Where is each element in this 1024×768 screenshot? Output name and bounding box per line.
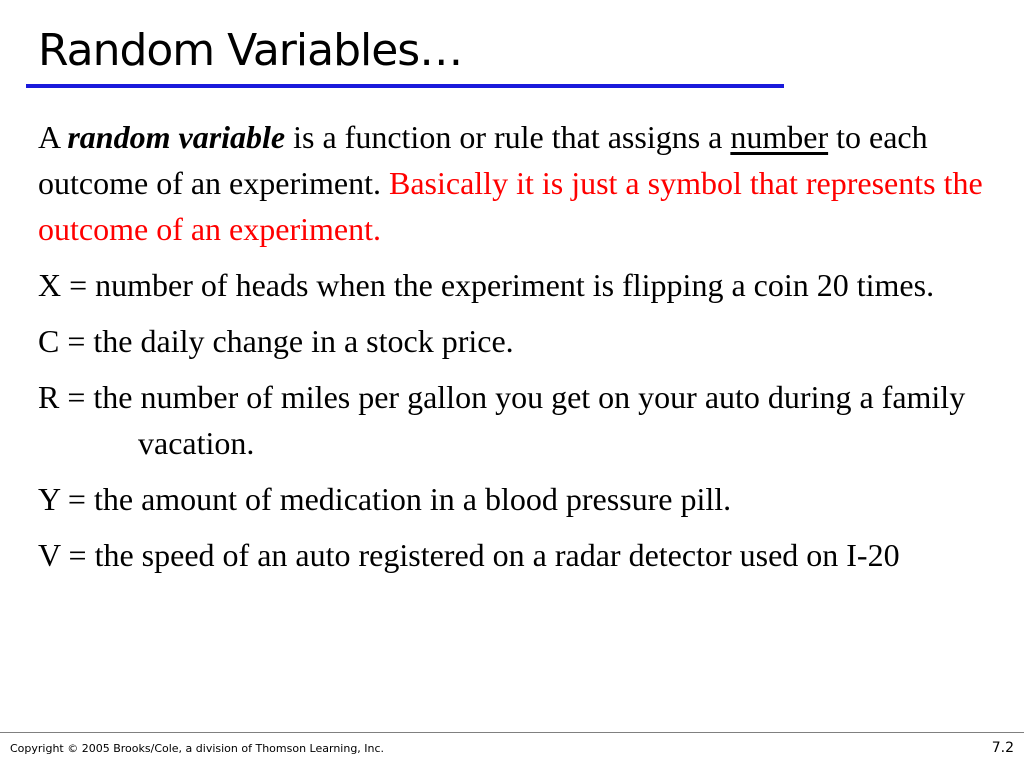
copyright-notice: Copyright © 2005 Brooks/Cole, a division of Thomson Learning, Inc. — [10, 742, 385, 755]
definition-lead: A — [38, 119, 68, 155]
definition-underlined-word: number — [730, 119, 829, 155]
footer-divider — [0, 732, 1024, 733]
example-y: Y = the amount of medication in a blood pressure pill. — [38, 481, 732, 517]
slide-body — [38, 114, 1016, 588]
example-v: V = the speed of an auto registered on a radar detector used on I-20 — [38, 537, 900, 573]
definition-highlight: Basically it is just a symbol that represents the outcome of an experiment. — [38, 165, 983, 247]
definition-term: random variable — [67, 119, 286, 155]
slide-title: Random Variables… — [38, 25, 463, 76]
definition-rest: to each outcome of an experiment. — [38, 119, 928, 201]
page-number: 7.2 — [991, 740, 1014, 756]
example-r: R = the number of miles per gallon you get on your auto during a family vacation. — [38, 379, 966, 461]
definition-middle: is a function or rule that assigns a — [285, 119, 731, 155]
definition-paragraph — [38, 114, 1016, 252]
example-x: X = number of heads when the experiment is flipping a coin 20 times. — [38, 267, 935, 303]
example-c: C = the daily change in a stock price. — [38, 323, 514, 359]
title-underline-rule — [26, 84, 784, 88]
